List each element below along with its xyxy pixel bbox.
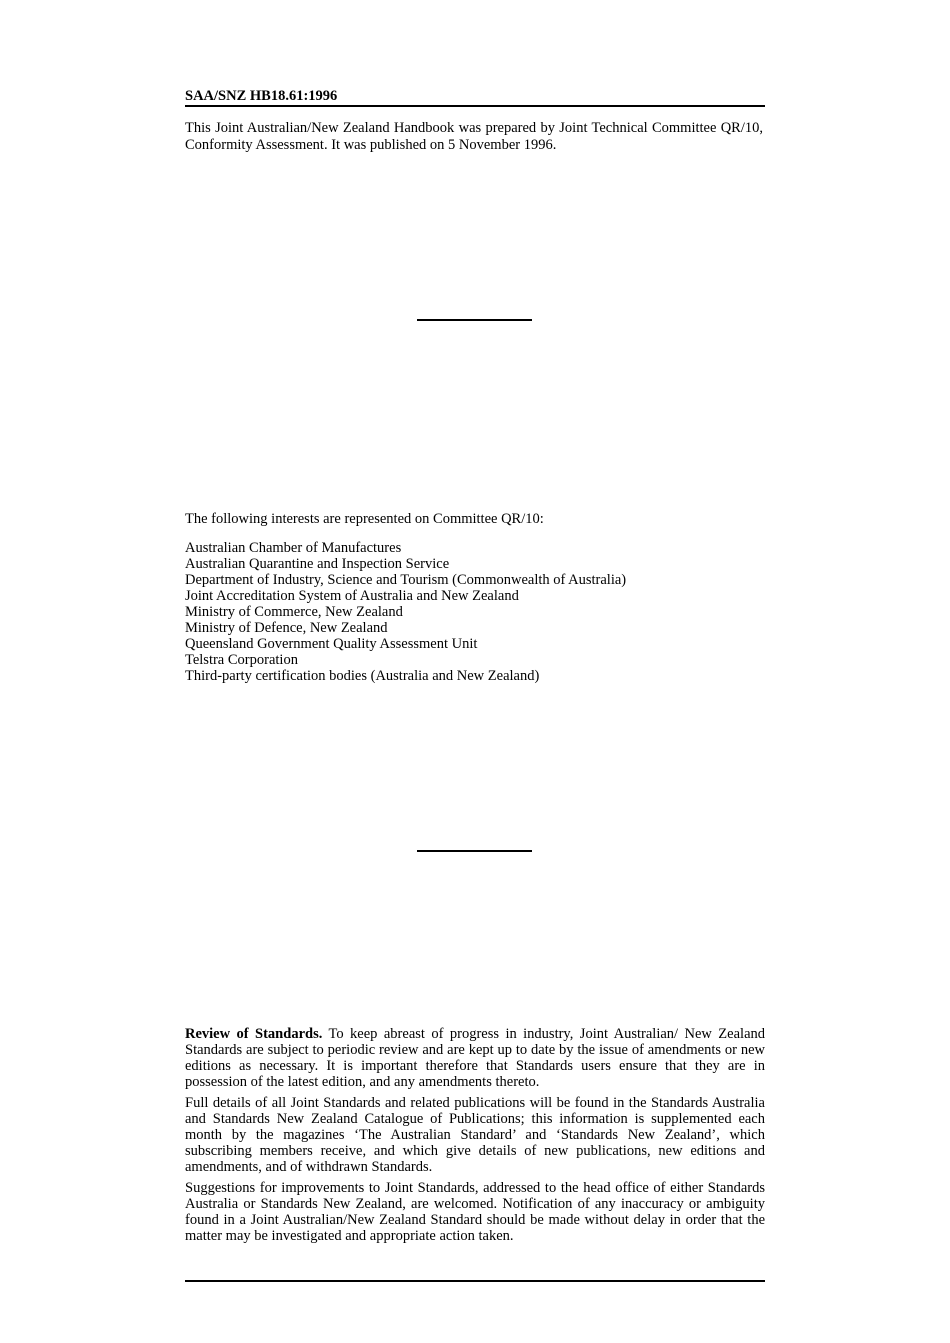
header-rule <box>185 105 765 107</box>
section-divider <box>417 319 532 321</box>
committee-member: Ministry of Commerce, New Zealand <box>185 604 403 620</box>
committee-member: Telstra Corporation <box>185 652 298 668</box>
committee-member: Joint Accreditation System of Australia and New Zealand <box>185 588 519 604</box>
committee-member: Queensland Government Quality Assessment Unit <box>185 636 478 652</box>
section-divider <box>417 850 532 852</box>
committee-intro: The following interests are represented on Committee QR/10: <box>185 511 544 527</box>
review-heading: Review of Standards. <box>185 1026 323 1042</box>
document-designation: SAA/SNZ HB18.61:1996 <box>185 88 338 104</box>
footer-rule <box>185 1280 765 1282</box>
preparation-statement: This Joint Australian/New Zealand Handbook was prepared by Joint Technical Committee QR/10, Conformity Assessment. It was published on 5 November 1996. <box>185 120 763 153</box>
catalogue-paragraph: Full details of all Joint Standards and related publications will be found in the Standards Australia and Standards New Zealand Catalogue of Publications; this information is supplemented each month by the magazines ‘The Australian Standard’ and ‘Standards New Zealand’, which subscribing members receive, and which give details of new publications, new editions and amendments, and of withdrawn Standards. <box>185 1095 765 1175</box>
suggestions-paragraph: Suggestions for improvements to Joint Standards, addressed to the head office of either Standards Australia or Standards New Zealand, are welcomed. Notification of any inaccuracy or ambiguity found in a Joint Australian/New Zealand Standard should be made without delay in order that the matter may be investigated and appropriate action taken. <box>185 1180 765 1244</box>
committee-member: Third-party certification bodies (Australia and New Zealand) <box>185 668 540 684</box>
review-of-standards-section <box>185 1026 765 1249</box>
committee-member-list <box>185 540 626 684</box>
committee-member: Department of Industry, Science and Tourism (Commonwealth of Australia) <box>185 572 627 588</box>
review-paragraph <box>185 1026 765 1090</box>
committee-member: Ministry of Defence, New Zealand <box>185 620 388 636</box>
committee-member: Australian Chamber of Manufactures <box>185 540 402 556</box>
committee-member: Australian Quarantine and Inspection Service <box>185 556 450 572</box>
review-text: To keep abreast of progress in industry, Joint Australian/ New Zealand Standards are subject to periodic review and are kept up to date by the issue of amendments or new editions as necessary. It is important therefore that Standards users ensure that they are in possession of the latest edition, and any amendments thereto. <box>185 1026 766 1090</box>
